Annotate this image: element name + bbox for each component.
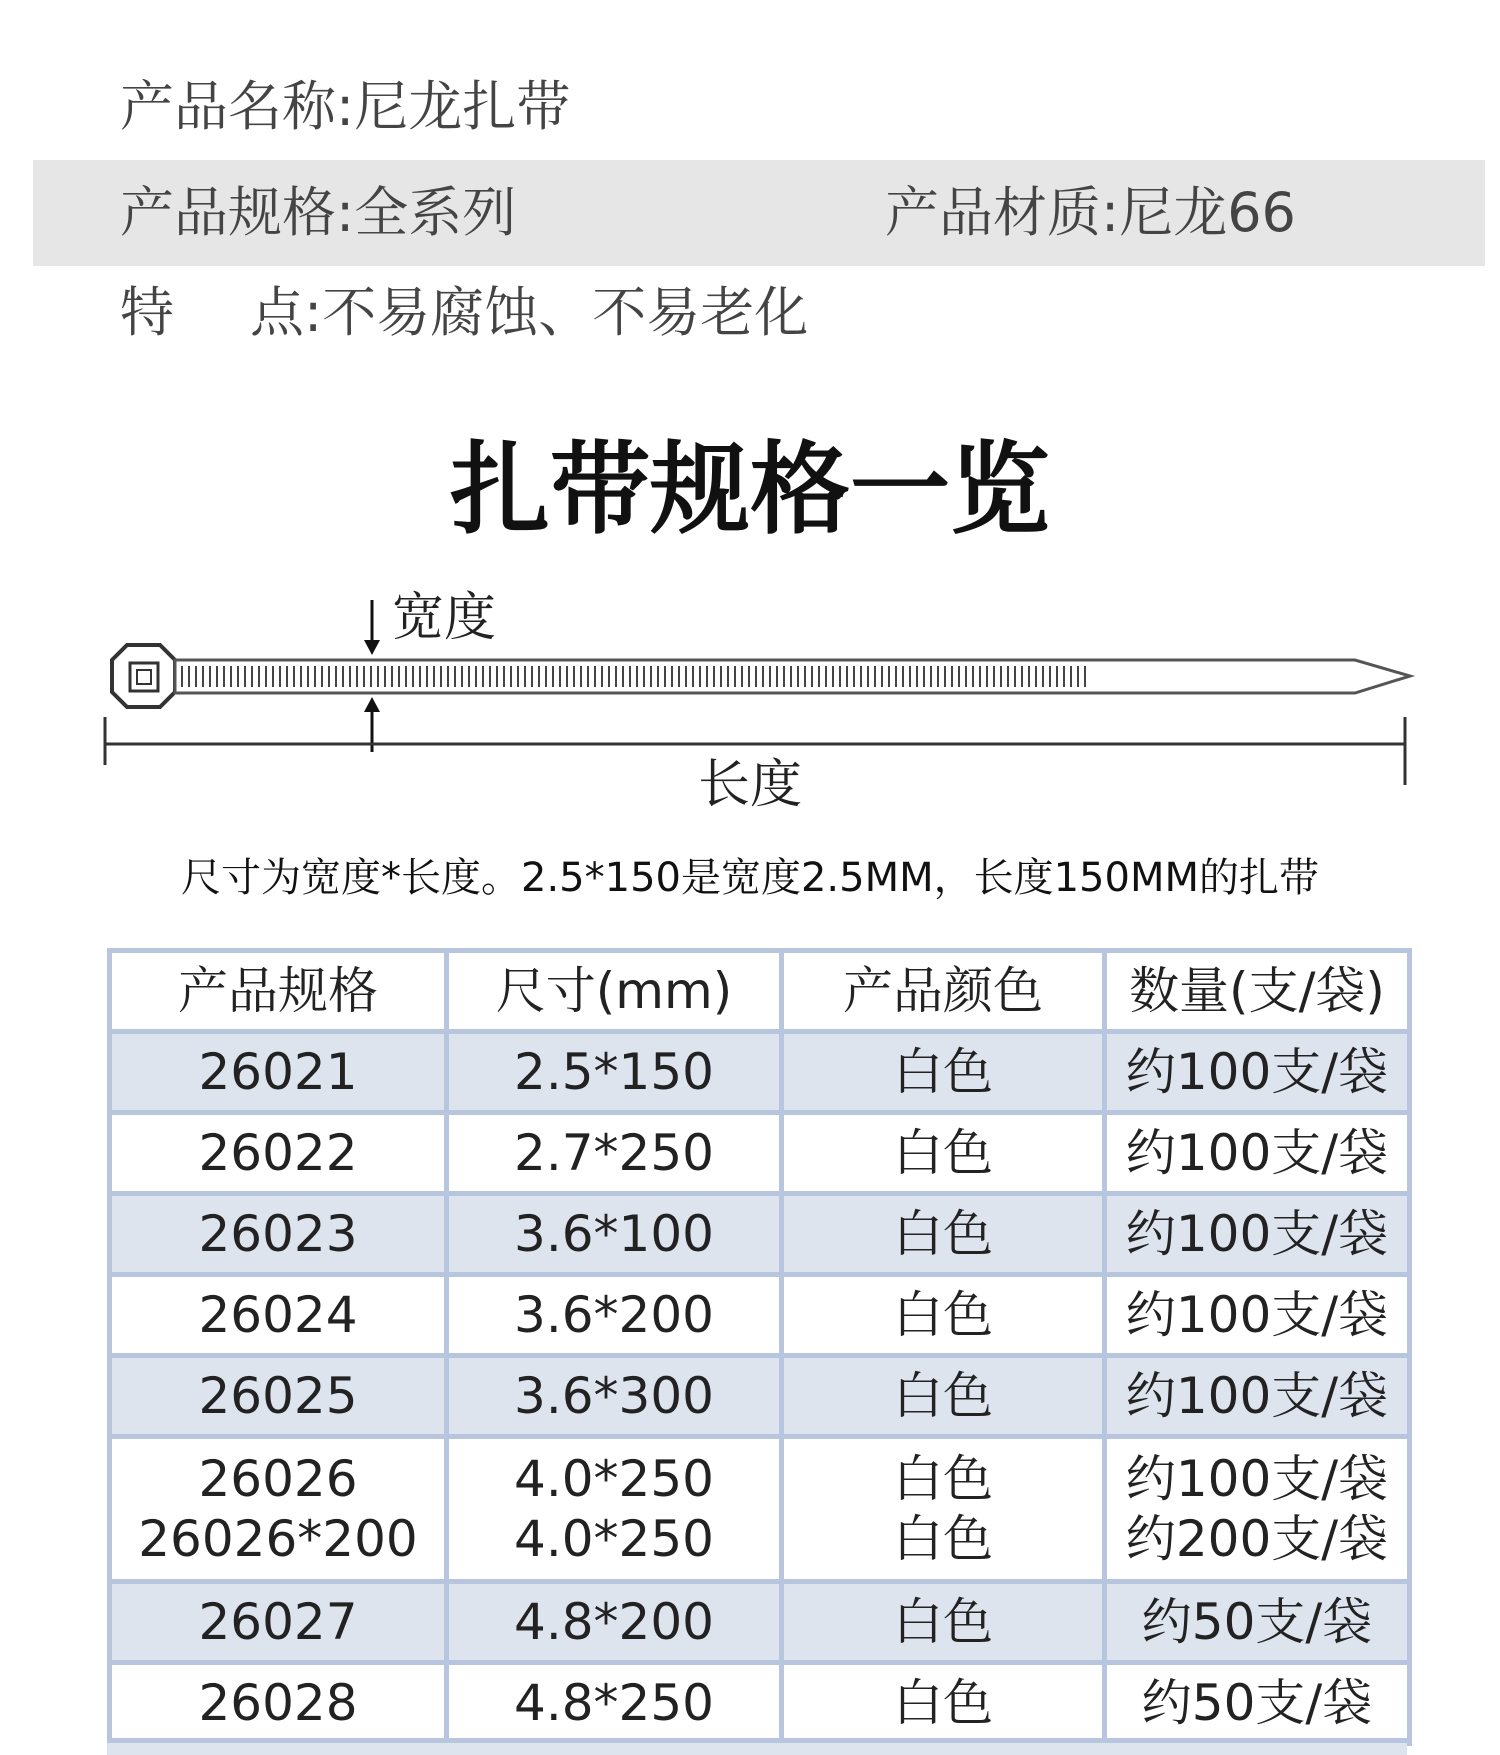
- cell-qty: 约100支/袋: [1105, 1113, 1410, 1194]
- tie-strap-shape: [175, 660, 1410, 693]
- cell-color: 白色: [782, 1113, 1105, 1194]
- cell-qty: 约50支/袋: [1105, 1582, 1410, 1663]
- cell-color: [782, 1437, 1105, 1582]
- header-size: 尺寸(mm): [447, 951, 782, 1032]
- cell-model: 26024: [110, 1275, 447, 1356]
- cell-qty: 约100支/袋: [1105, 1356, 1410, 1437]
- cell-color: 白色: [782, 1356, 1105, 1437]
- cell-model: 26023: [110, 1194, 447, 1275]
- table-row: [110, 1582, 1410, 1663]
- feature-key: 特: [120, 281, 174, 344]
- section-title: 扎带规格一览: [450, 431, 1050, 548]
- header-model: 产品规格: [110, 951, 447, 1032]
- tie-head-shape: [112, 645, 175, 707]
- cell-qty: 约100支/袋: [1105, 1194, 1410, 1275]
- table-row: [110, 1194, 1410, 1275]
- cell-size: 4.8*250: [447, 1663, 782, 1744]
- cell-size: 3.6*300: [447, 1356, 782, 1437]
- cell-size: 4.8*200: [447, 1582, 782, 1663]
- header-qty: 数量(支/袋): [1105, 951, 1410, 1032]
- cell-size-line: 4.0*250: [514, 1510, 714, 1568]
- table-row: [110, 1275, 1410, 1356]
- cell-qty: [1105, 1437, 1410, 1582]
- cell-model-line: 26026: [198, 1450, 358, 1508]
- cell-size: 2.5*150: [447, 1032, 782, 1113]
- product-material-label: 产品材质:尼龙66: [885, 181, 1296, 244]
- cell-model: [110, 1437, 447, 1582]
- cell-color-line: 白色: [893, 1450, 993, 1508]
- length-label: 长度: [697, 755, 803, 815]
- cell-size: [447, 1437, 782, 1582]
- cell-size: 3.6*100: [447, 1194, 782, 1275]
- cell-qty-line: 约100支/袋: [1125, 1450, 1389, 1508]
- cell-color-line: 白色: [893, 1510, 993, 1568]
- cell-model-line: 26026*200: [138, 1510, 418, 1568]
- product-name-label: 产品名称:尼龙扎带: [120, 75, 571, 138]
- cell-model: 26027: [110, 1582, 447, 1663]
- product-spec-label: 产品规格:全系列: [120, 181, 517, 244]
- cell-qty-line: 约200支/袋: [1125, 1510, 1389, 1568]
- table-row: [110, 1113, 1410, 1194]
- table-row: [110, 1663, 1410, 1744]
- cell-model: 26022: [110, 1113, 447, 1194]
- table-header-row: [110, 951, 1410, 1032]
- cell-color: 白色: [782, 1194, 1105, 1275]
- width-label: 宽度: [392, 588, 497, 648]
- cell-qty: 约100支/袋: [1105, 1032, 1410, 1113]
- cell-size-line: 4.0*250: [514, 1450, 714, 1508]
- feature-label: 点:不易腐蚀、不易老化: [250, 281, 809, 344]
- cell-color: 白色: [782, 1582, 1105, 1663]
- cell-color: 白色: [782, 1275, 1105, 1356]
- cell-qty: 约100支/袋: [1105, 1275, 1410, 1356]
- cell-model: 26025: [110, 1356, 447, 1437]
- size-caption: 尺寸为宽度*长度。2.5*150是宽度2.5MM，长度150MM的扎带: [181, 855, 1319, 901]
- table-row: [110, 1437, 1410, 1582]
- cell-color: 白色: [782, 1663, 1105, 1744]
- table-row: [110, 1356, 1410, 1437]
- cell-model: 26021: [110, 1032, 447, 1113]
- header-color: 产品颜色: [782, 951, 1105, 1032]
- table-row: [110, 1032, 1410, 1113]
- table-next-row-stub: [107, 1738, 1407, 1750]
- cell-size: 3.6*200: [447, 1275, 782, 1356]
- cell-qty: 约50支/袋: [1105, 1663, 1410, 1744]
- cell-model: 26028: [110, 1663, 447, 1744]
- cell-color: 白色: [782, 1032, 1105, 1113]
- spec-table: [107, 948, 1412, 1746]
- cable-tie-diagram: [0, 580, 1500, 830]
- cell-size: 2.7*250: [447, 1113, 782, 1194]
